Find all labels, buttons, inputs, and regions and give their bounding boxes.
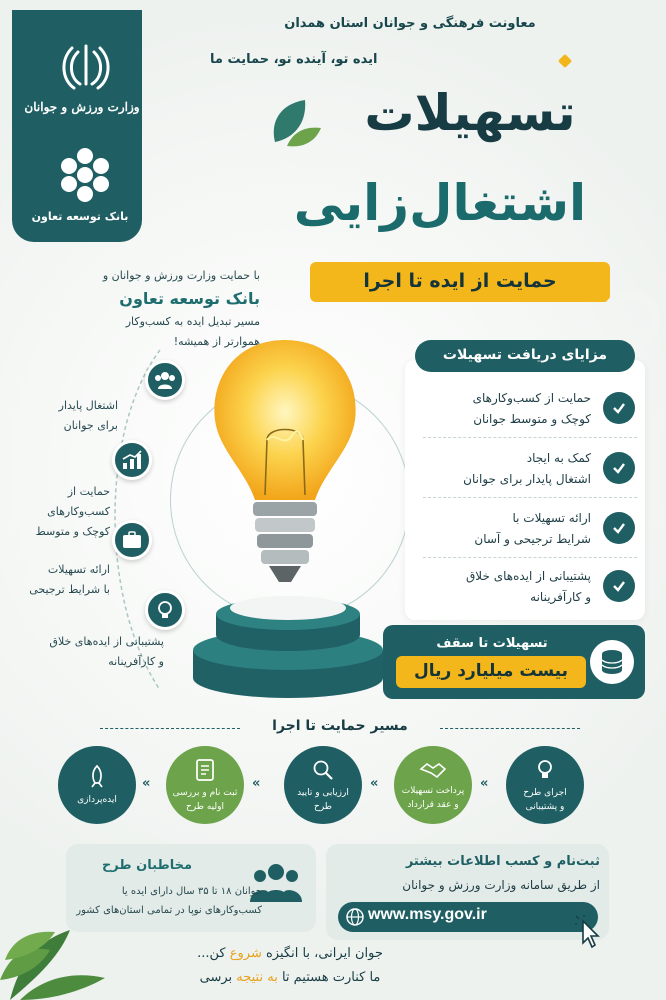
timeline-3-line1: ارائه تسهیلات [47,563,110,576]
path-divider-right [440,728,580,729]
coins-icon [590,640,634,684]
benefit-text-1 [411,388,591,430]
chevron-icon: » [480,776,489,791]
benefit-2-line2: اشتغال پایدار برای جوانان [463,472,591,486]
check-icon [603,452,635,484]
benefits-card [405,360,645,620]
slogan-1-part-a: جوان ایرانی، با انگیزه [261,946,383,961]
rocket-icon [84,764,110,790]
timeline-text-3 [6,560,110,600]
step-4-line1: پرداخت تسهیلات [401,785,465,796]
check-icon [603,570,635,602]
coins-icon-circle [590,640,634,684]
timeline-icon-people [145,360,185,400]
benefit-2-line1: کمک به ایجاد [526,451,591,465]
cursor-icon [575,915,605,949]
step-1-line1: ایده‌پردازی [77,794,117,805]
iran-emblem-icon [58,40,114,96]
audience-line2: کسب‌وکارهای نوپا در تمامی استان‌های کشور [76,905,262,916]
step-3-line2: طرح [314,801,332,812]
step-2-label [167,786,243,814]
step-5-label [507,786,583,814]
step-1-label [59,793,135,807]
slogan-line1 [150,946,430,961]
timeline-3-line2: با شرایط ترجیحی [29,583,110,596]
chevron-icon: » [142,776,151,791]
loan-cap-amount: بیست میلیارد ریال [414,661,568,681]
step-2-line1: ثبت نام و بررسی [172,787,238,798]
chevron-icon: » [252,776,261,791]
slogan-2-part-c: برسی [199,970,237,985]
timeline-2-line2: کوچک و متوسط [35,525,110,538]
timeline-text-4 [14,632,164,672]
step-1 [58,746,136,824]
organization-name: معاونت فرهنگی و جوانان استان همدان [284,16,536,31]
slogan-1-accent: شروع [229,946,262,961]
benefit-text-4 [411,566,591,608]
step-2 [166,746,244,824]
lightbulb-illustration [205,330,365,600]
slogan-2-part-a: ما کنارت هستیم تا [277,970,381,985]
timeline-1-line2: برای جوانان [63,419,118,432]
ministry-name: وزارت ورزش و جوانان [24,100,140,114]
bank-logo-icon [53,142,117,206]
loan-cap-label: تسهیلات تا سقف [436,636,548,651]
benefit-4-line1: پشتیبانی از ایده‌های خلاق [465,569,591,583]
timeline-icon-lightbulb [145,590,185,630]
register-text: از طریق سامانه وزارت ورزش و جوانان [402,878,600,892]
timeline-text-1 [14,396,118,436]
leaf-icon [265,92,325,152]
benefit-row-3 [407,498,637,558]
step-3-label [285,786,361,814]
benefit-row-2 [407,438,637,498]
step-5 [506,746,584,824]
timeline-1-line1: اشتغال پایدار [58,399,118,412]
chevron-icon: » [370,776,379,791]
audience-title: مخاطبان طرح [101,858,192,873]
register-title: ثبت‌نام و کسب اطلاعات بیشتر [405,854,600,869]
slogan-2-accent: به نتیجه [236,970,278,985]
slogan-1-part-c: کن... [197,946,230,961]
step-5-line1: اجرای طرح [523,787,567,798]
benefit-1-line2: کوچک و متوسط جوانان [473,412,591,426]
globe-icon [345,907,365,927]
main-title-line2: اشتغال‌زایی [293,174,587,232]
tagline: ایده تو، آینده تو، حمایت ما [210,52,378,67]
check-icon [603,512,635,544]
handshake-icon [419,759,447,781]
step-4 [394,746,472,824]
benefit-4-line2: و کارآفرینانه [530,590,591,604]
path-title: مسیر حمایت تا اجرا [272,718,408,734]
form-icon [192,757,218,783]
timeline-4-line1: پشتیبانی از ایده‌های خلاق [49,635,164,648]
podium-illustration [188,590,388,700]
intro-line1: با حمایت وزارت ورزش و جوانان و [102,269,260,282]
slogan-line2 [150,970,430,985]
lightbulb-icon [532,757,558,783]
intro-line3: هموارتر از همیشه! [173,335,260,348]
path-divider-left [100,728,240,729]
audience-line1: جوانان ۱۸ تا ۳۵ سال دارای ایده یا [121,886,262,897]
intro-line2: مسیر تبدیل ایده به کسب‌وکار [125,315,260,328]
people-icon [154,369,176,391]
audience-text [72,882,262,920]
check-icon [603,392,635,424]
intro-bank-name: بانک توسعه تعاون [119,289,260,308]
bank-name: بانک توسعه تعاون [31,210,129,223]
benefit-row-1 [407,378,637,438]
step-3 [284,746,362,824]
chart-icon [121,449,143,471]
benefit-text-2 [411,448,591,490]
timeline-2-line1: حمایت از کسب‌وکارهای [47,485,110,518]
subtitle: حمایت از ایده تا اجرا [363,270,557,292]
benefit-row-4 [407,556,637,616]
magnifier-icon [310,757,336,783]
step-4-line2: و عقد قرارداد [407,799,459,810]
timeline-icon-briefcase [112,520,152,560]
benefit-3-line2: شرایط ترجیحی و آسان [474,532,591,546]
benefits-title: مزایای دریافت تسهیلات [442,347,608,363]
main-title-line1: تسهیلات [364,84,576,142]
timeline-icon-chart [112,440,152,480]
timeline-4-line2: و کارآفرینانه [108,655,164,668]
step-5-line2: و پشتیبانی [525,801,565,812]
benefit-3-line1: ارائه تسهیلات با [512,511,591,525]
step-3-line1: ارزیابی و تایید [297,787,349,798]
briefcase-icon [121,529,143,551]
benefit-text-3 [411,508,591,550]
step-4-label [395,784,471,812]
benefit-1-line1: حمایت از کسب‌وکارهای [472,391,591,405]
step-2-line2: اولیه طرح [186,801,224,812]
timeline-text-2 [6,482,110,542]
lightbulb-icon [154,599,176,621]
website-url[interactable]: www.msy.gov.ir [368,906,487,923]
